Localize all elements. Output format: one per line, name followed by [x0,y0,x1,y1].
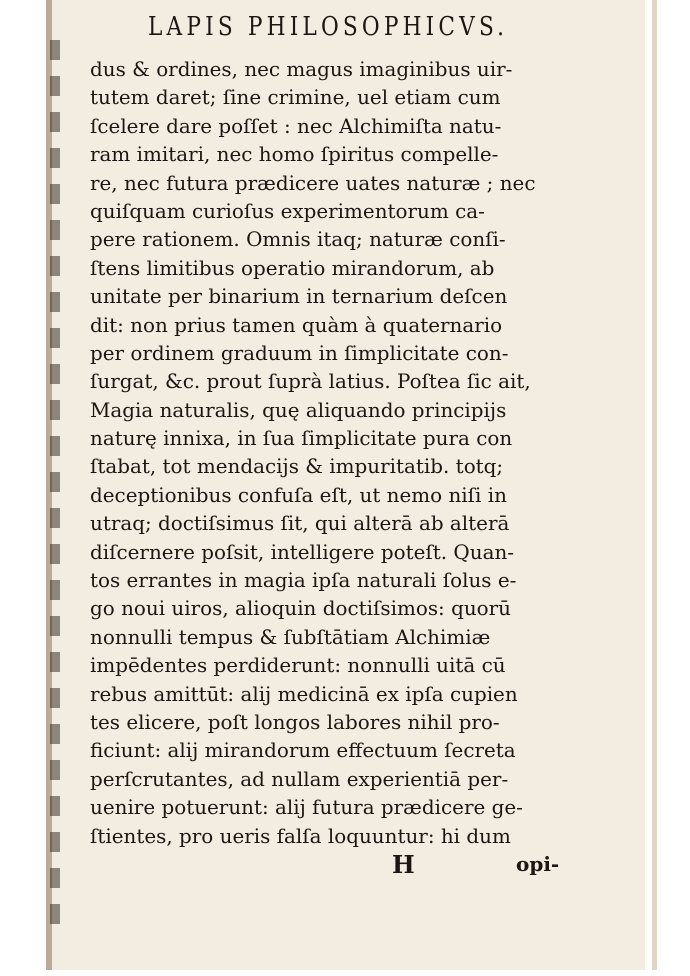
text-line: re, nec futura prædicere uates naturæ ; nec [90,170,536,195]
text-line: impēdentes perdiderunt: nonnulli uitā cū [90,653,506,678]
text-line: ſtientes, pro ueris falſa loquuntur: hi dum [90,823,511,848]
text-line: uenire potuerunt: alij futura prædicere ge- [90,795,523,820]
text-line: perſcrutantes, ad nullam experientiā per- [90,766,509,791]
running-head: LAPIS PHILOSOPHICVS. [148,12,509,42]
main-text-block [90,55,570,850]
text-line: ſtens limitibus operatio mirandorum, ab [90,255,495,280]
text-line: rebus amittūt: alij medicinā ex ipſa cupien [90,681,518,706]
text-line: ſtabat, tot mendacijs & impuritatib. totq; [90,454,504,479]
text-line: per ordinem graduum in ſimplicitate con- [90,340,509,365]
text-line: ſurgat, &c. prout ſuprà latius. Poſtea ſic ait, [90,369,531,394]
text-line: pere rationem. Omnis itaq; naturæ conſi- [90,227,506,252]
text-line: go noui uiros, alioquin doctiſsimos: quorū [90,596,512,621]
catchword: opi- [516,852,560,876]
text-line: dus & ordines, nec magus imaginibus uir- [90,57,513,81]
text-line: tutem daret; ſine crimine, uel etiam cum [90,85,501,110]
text-line: ficiunt: alij mirandorum effectuum ſecreta [90,738,516,763]
text-line: ſcelere dare poſſet : nec Alchimiſta natu- [90,113,502,138]
page-outer-edge [652,0,657,970]
text-line: tes elicere, poſt longos labores nihil pro- [90,709,500,734]
page-footer [0,850,690,884]
text-line: unitate per binarium in ternarium deſcen [90,284,508,309]
signature-mark: H [392,850,415,879]
text-line: utraq; doctiſsimus ſit, qui alterā ab alterā [90,511,510,536]
text-line: deceptionibus confuſa eſt, ut nemo niſi in [90,482,507,507]
text-line: tos errantes in magia ipſa naturali ſolus e- [90,568,517,593]
text-line: quiſquam curioſus experimentorum ca- [90,198,485,223]
text-line: diſcernere poſsit, intelligere poteſt. Quan- [90,539,515,564]
text-line: nonnulli tempus & ſubſtātiam Alchimiæ [90,624,491,649]
text-line: dit: non prius tamen quàm à quaternario [90,312,503,337]
show-through-text [50,40,64,940]
text-line: ram imitari, nec homo ſpiritus compelle- [90,142,499,167]
text-line: naturę innixa, in ſua ſimplicitate pura con [90,426,513,451]
text-line: Magia naturalis, quę aliquando principijs [90,397,507,422]
